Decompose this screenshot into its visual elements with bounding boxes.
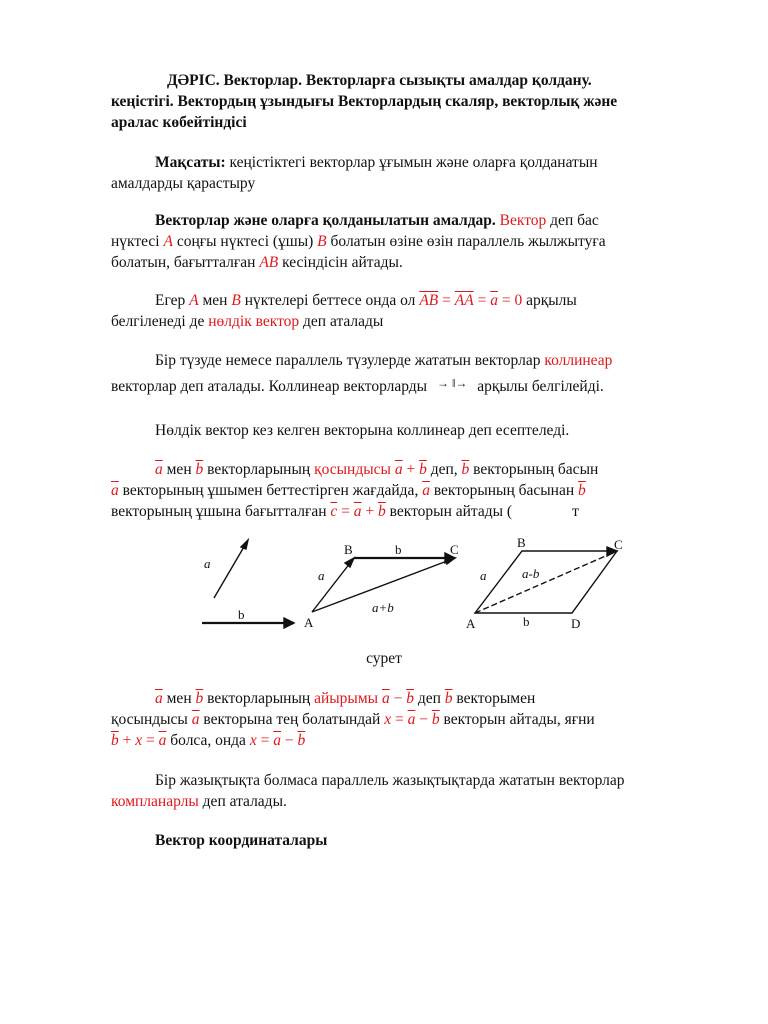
vector-b: $\overline{b}$ (444, 690, 453, 707)
coordinates-heading: Вектор координаталары (155, 832, 328, 849)
fig-label-A-par: A (466, 616, 476, 631)
diff-text-1a: векторларының (203, 690, 315, 707)
collinear-text-2b: арқылы белгілейді. (473, 378, 604, 395)
plus: + (402, 461, 420, 478)
diff-text-3a: болса, онда (166, 732, 250, 749)
lecture-title (111, 70, 715, 133)
difference-term: айырымы (314, 690, 379, 707)
vector-sum-paragraph (111, 459, 715, 522)
title-line-3: аралас көбейтіндісі (111, 114, 247, 131)
zero-text-1d: арқылы (522, 292, 577, 309)
diff-text-2a: қосындысы (111, 711, 192, 728)
vector-a: $\overline{a}$ (111, 482, 119, 499)
zero-collinear-text: Нөлдік вектор кез келген векторына коллинеар деп есептеледі. (155, 422, 570, 439)
sum-text-1a: векторларының (203, 461, 315, 478)
title-line-2: кеңістігі. Вектордың ұзындығы Векторлардың скаляр, векторлық және (111, 93, 618, 110)
vector-aa: $\overline{AA}$ (454, 292, 474, 309)
fig-label-B-par: B (517, 535, 526, 550)
plus: + (118, 732, 136, 749)
var-x: x (249, 732, 257, 749)
equals: = (337, 503, 354, 520)
vector-a: $\overline{a}$ (381, 690, 390, 707)
vector-a: $\overline{a}$ (273, 732, 281, 749)
ops-text-2b: соңғы нүктесі (ұшы) (172, 233, 318, 250)
coordinates-section (111, 830, 715, 851)
vector-ab: $\overline{AB}$ (419, 292, 439, 309)
minus: − (415, 711, 432, 728)
equals: = (256, 732, 274, 749)
vector-b: $\overline{b}$ (461, 461, 470, 478)
vector-difference-paragraph (111, 688, 715, 751)
vector-term: Вектор (499, 212, 547, 229)
fig-label-C-par: C (614, 537, 623, 552)
vector-a-arrowhead (241, 540, 248, 549)
equals: = (473, 292, 491, 309)
equals: = (142, 732, 159, 749)
aim-paragraph (111, 152, 715, 194)
vector-b: $\overline{b}$ (406, 690, 414, 707)
vector-b: $\overline{b}$ (419, 461, 427, 478)
collinear-text-1: Бір түзуде немесе параллель түзулерде жататын векторлар (155, 352, 545, 369)
vector-a: $\overline{a}$ (490, 292, 498, 309)
zero-vector-paragraph (111, 290, 715, 332)
sum-text-2a: векторының ұшымен беттестірген жағдайда, (118, 482, 423, 499)
collinear-term: коллинеар (544, 352, 613, 369)
vector-b: $\overline{b}$ (195, 690, 204, 707)
segment-ab: AB (259, 254, 279, 271)
aim-text-2: амалдарды қарастыру (111, 175, 256, 192)
vector-definition-paragraph (111, 210, 715, 273)
triangle-sum-arrowhead (445, 558, 455, 564)
vector-a: $\overline{a}$ (422, 482, 430, 499)
vector-a: $\overline{a}$ (155, 461, 163, 478)
vector-a: $\overline{a}$ (155, 690, 163, 707)
ops-text-2a: нүктесі (111, 233, 164, 250)
fig-label-b-par: b (523, 614, 530, 629)
ops-text-2c: болатын өзіне өзін параллель жылжытуға (326, 233, 606, 250)
coplanar-text-1: Бір жазықтықта болмаса параллель жазықтықтарда жататын векторлар (155, 772, 625, 789)
vector-c: $\overline{c}$ (330, 503, 338, 520)
diff-men: мен (162, 690, 196, 707)
fig-label-a-par: a (480, 568, 487, 583)
point-b: B (231, 292, 241, 309)
parallel-symbol: → ‖→ (436, 376, 468, 390)
point-a: A (189, 292, 199, 309)
sum-text-3b: векторын айтады ( (385, 503, 513, 520)
sum-text-1c: векторының басын (469, 461, 599, 478)
ops-text-1: деп бас (546, 212, 599, 229)
vector-a: $\overline{a}$ (394, 461, 403, 478)
sum-text-3a: векторының ұшына бағытталған (111, 503, 331, 520)
triangle-a-arrowhead (345, 558, 354, 567)
equals: = (497, 292, 515, 309)
vector-b: $\overline{b}$ (111, 732, 119, 749)
fig-label-b-top: b (395, 542, 402, 557)
fig-label-C: C (450, 542, 459, 557)
fig-label-b: b (238, 607, 245, 622)
minus: − (389, 690, 407, 707)
coplanar-text-2: деп аталады. (198, 793, 287, 810)
fig-label-A-tri: A (304, 615, 314, 630)
zero-text-1a: Егер (155, 292, 190, 309)
vector-a: $\overline{a}$ (407, 711, 416, 728)
aim-label: Мақсаты: (155, 154, 226, 171)
fig-label-a: a (204, 556, 211, 571)
coplanar-paragraph (111, 770, 715, 812)
collinear-paragraph (111, 350, 715, 397)
diff-text-1c: векторымен (452, 690, 536, 707)
minus: − (280, 732, 298, 749)
title-line-1: ДӘРІС. Векторлар. Векторларға сызықты амалдар қолдану. (167, 72, 592, 89)
ops-text-3a: болатын, бағытталған (111, 254, 260, 271)
fig-label-a-tri: a (318, 568, 325, 583)
collinear-text-2a: векторлар деп аталады. Коллинеар векторларды (111, 378, 431, 395)
diff-text-1b: деп (413, 690, 445, 707)
zero-text-2b: деп аталады (299, 313, 384, 330)
diff-text-2b: векторына тең болатындай (199, 711, 385, 728)
vector-figure (0, 530, 768, 640)
fig-label-amb: a-b (522, 566, 540, 581)
ops-text-3b: кесіндісін айтады. (278, 254, 403, 271)
sum-term: қосындысы (314, 461, 391, 478)
sum-text-1b: деп, (426, 461, 462, 478)
figure-caption: сурет (366, 650, 402, 667)
point-b: B (317, 233, 327, 250)
var-x: x (135, 732, 143, 749)
zero-symbol: 0 (514, 292, 523, 309)
parallelogram-diagonal (475, 551, 617, 613)
sum-men: мен (162, 461, 196, 478)
aim-text-1: кеңістіктегі векторлар ұғымын және оларға қолданатын (225, 154, 598, 171)
zero-text-2a: белгіленеді де (111, 313, 209, 330)
vector-a-line (214, 540, 248, 598)
point-a: A (163, 233, 173, 250)
zero-text-1c: нүктелері беттесе онда ол (240, 292, 420, 309)
diff-text-2c: векторын айтады, яғни (439, 711, 595, 728)
vector-b: $\overline{b}$ (431, 711, 440, 728)
equals: = (438, 292, 455, 309)
coplanar-term: компланарлы (111, 793, 199, 810)
vector-b: $\overline{b}$ (378, 503, 386, 520)
zero-vector-term: нөлдік вектор (208, 313, 300, 330)
vector-b: $\overline{b}$ (195, 461, 204, 478)
sum-text-2b: векторының басынан (429, 482, 579, 499)
vector-b: $\overline{b}$ (578, 482, 586, 499)
vector-b-arrowhead (284, 618, 294, 628)
vector-a: $\overline{a}$ (158, 732, 167, 749)
vector-a: $\overline{a}$ (353, 503, 362, 520)
vector-a: $\overline{a}$ (191, 711, 200, 728)
fig-label-B: B (344, 542, 353, 557)
sum-text-3c: т (572, 503, 579, 520)
var-x: x (384, 711, 392, 728)
plus: + (361, 503, 379, 520)
ops-heading: Векторлар және оларға қолданылатын амалдар. (155, 212, 496, 229)
fig-label-D-par: D (571, 616, 581, 631)
fig-label-apb: a+b (372, 600, 394, 615)
zero-text-1b: мен (198, 292, 232, 309)
equals: = (391, 711, 408, 728)
zero-collinear-paragraph (111, 420, 715, 441)
vector-b: $\overline{b}$ (297, 732, 306, 749)
